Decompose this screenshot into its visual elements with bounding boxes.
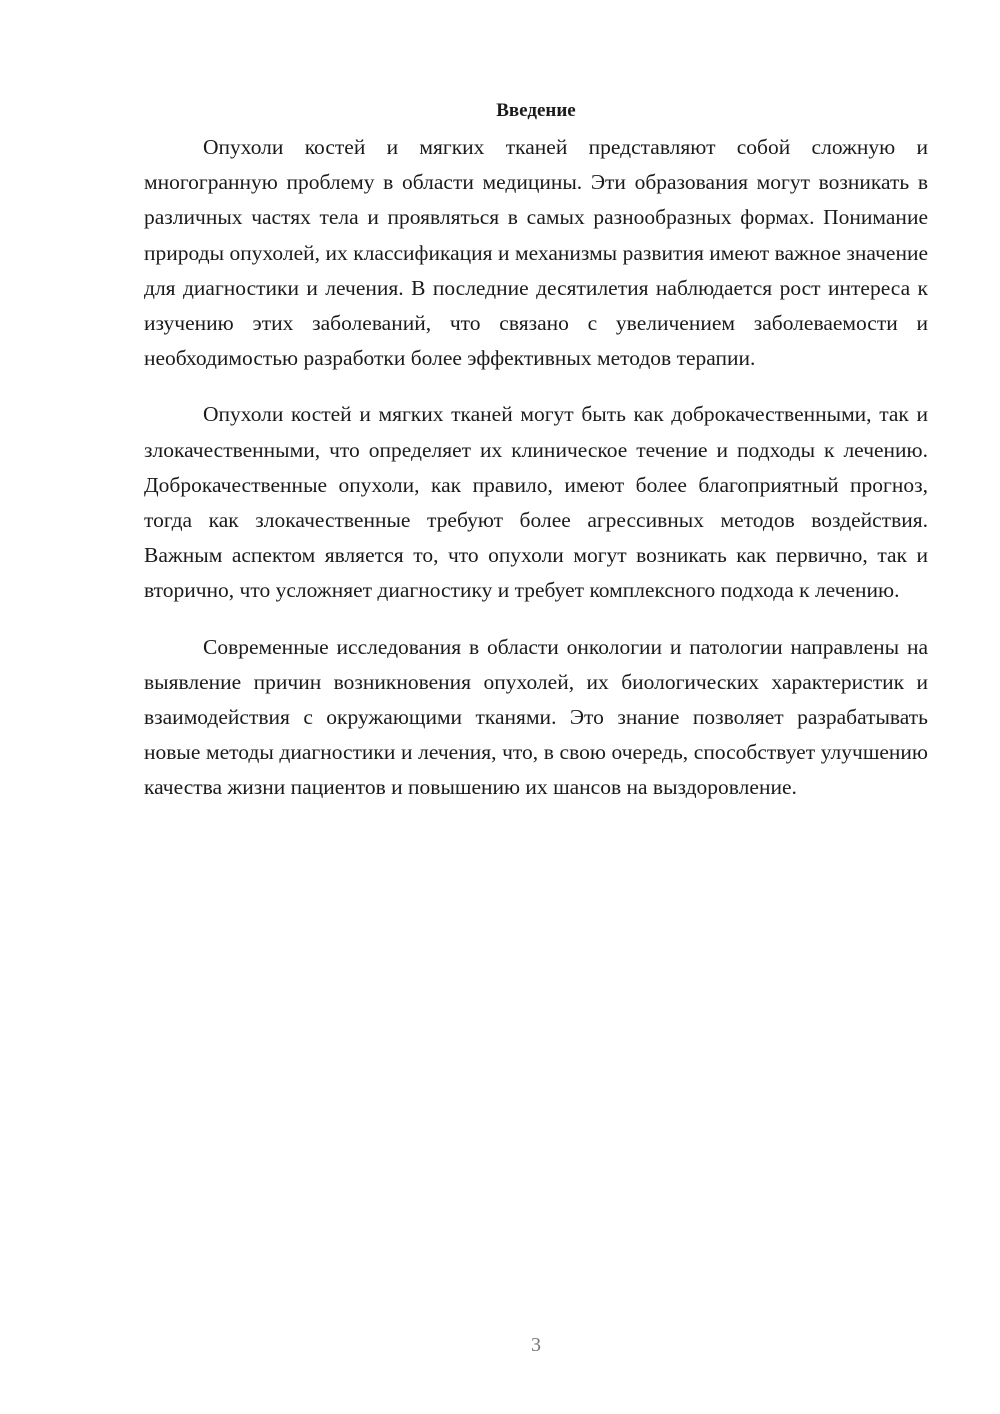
paragraph-3: Современные исследования в области онкологии и патологии направлены на выявление причин возникновения опухолей, их биологических характеристик и взаимодействия с окружающими тканями. Это знание позволяет разрабатывать новые методы диагностики и лечения, что, в свою очередь, способствует улучшению качества жизни пациентов и повышению их шансов на выздоровление. <box>144 634 928 800</box>
paragraph-2: Опухоли костей и мягких тканей могут быть как доброкачественными, так и злокачественными, что определяет их клиническое течение и подходы к лечению. Доброкачественные опухоли, как правило, имеют более благоприятный прогноз, тогда как злокачественные требуют более агрессивных методов воздействия. Важным аспектом является то, что опухоли могут возникать как первично, так и вторично, что усложняет диагностику и требует комплексного подхода к лечению. <box>144 402 928 603</box>
section-heading: Введение <box>496 100 576 121</box>
document-body <box>144 96 928 827</box>
page-number: 3 <box>531 1334 541 1356</box>
paragraph-1: Опухоли костей и мягких тканей представляют собой сложную и многогранную проблему в области медицины. Эти образования могут возникать в различных частях тела и проявляться в самых разнообразных формах. Понимание природы опухолей, их классификация и механизмы развития имеют важное значение для диагностики и лечения. В последние десятилетия наблюдается рост интереса к изучению этих заболеваний, что связано с увеличением заболеваемости и необходимостью разработки более эффективных методов терапии. <box>144 135 928 371</box>
